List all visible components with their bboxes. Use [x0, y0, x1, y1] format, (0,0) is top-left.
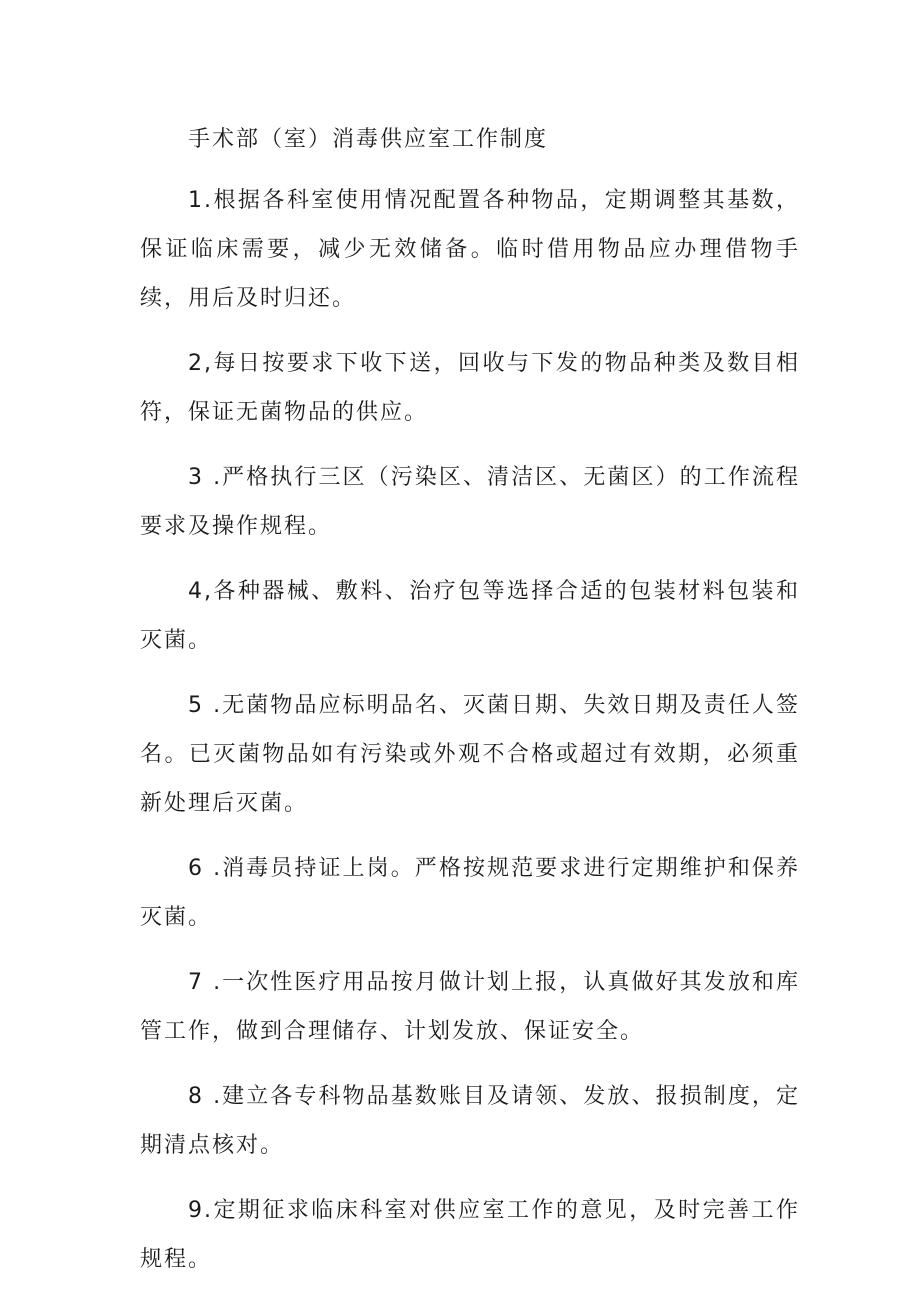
paragraph-7: 7 .一次性医疗用品按月做计划上报，认真做好其发放和库管工作，做到合理储存、计划发放、保证安全。: [140, 970, 800, 1044]
paragraph-3: 3 .严格执行三区（污染区、清洁区、无菌区）的工作流程要求及操作规程。: [140, 465, 800, 539]
paragraph-6: 6 .消毒员持证上岗。严格按规范要求进行定期维护和保养灭菌。: [140, 856, 800, 930]
paragraph-5: 5 .无菌物品应标明品名、灭菌日期、失效日期及责任人签名。已灭菌物品如有污染或外观不合格或超过有效期，必须重新处理后灭菌。: [140, 693, 800, 816]
document-body: [140, 120, 800, 1300]
paragraph-4: 4,各种器械、敷料、治疗包等选择合适的包装材料包装和灭菌。: [140, 579, 800, 653]
document-title: 手术部（室）消毒供应室工作制度: [188, 127, 549, 152]
paragraph-9: 9.定期征求临床科室对供应室工作的意见，及时完善工作规程。: [140, 1198, 800, 1272]
paragraph-2: 2,每日按要求下收下送，回收与下发的物品种类及数目相符，保证无菌物品的供应。: [140, 351, 800, 425]
paragraph-1: 1.根据各科室使用情况配置各种物品，定期调整其基数，保证临床需要，减少无效储备。临时借用物品应办理借物手续，用后及时归还。: [140, 188, 800, 311]
paragraph-8: 8 .建立各专科物品基数账目及请领、发放、报损制度，定期清点核对。: [140, 1084, 800, 1158]
